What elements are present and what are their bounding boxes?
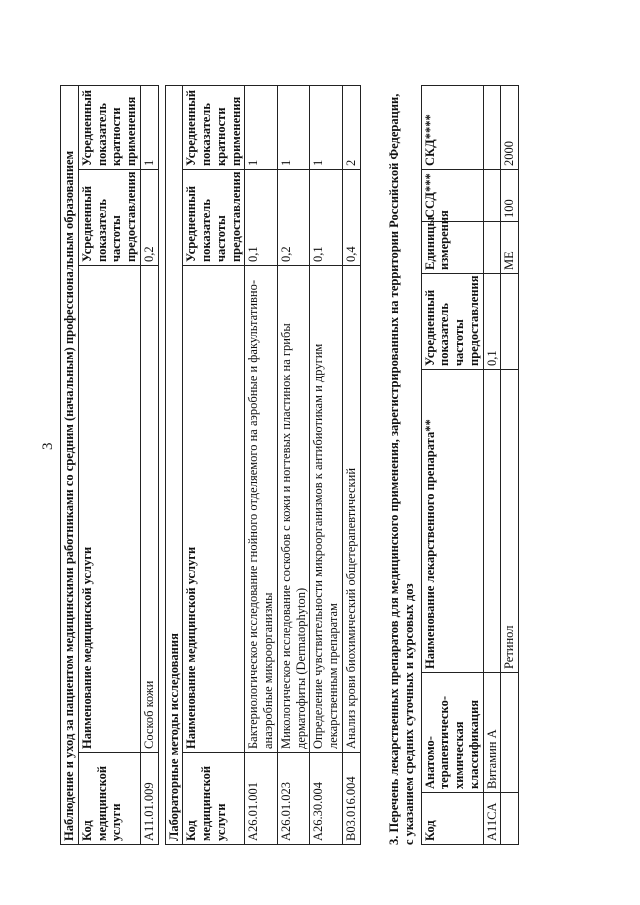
table-header-row xyxy=(421,86,483,845)
cell-drug-name: Ретинол xyxy=(501,370,519,673)
table-row xyxy=(501,86,519,845)
table-header-row xyxy=(78,86,140,845)
cell-multiplicity: 1 xyxy=(310,86,343,170)
cell-frequency xyxy=(501,274,519,370)
header-name: Наименование медицинской услуги xyxy=(183,266,245,753)
cell-multiplicity: 1 xyxy=(277,86,310,170)
table-row xyxy=(140,86,158,845)
table-title: Наблюдение и уход за пациентом медицинскими работниками со средним (начальным) профессиональным образованием xyxy=(61,86,79,845)
header-skd: СКД**** xyxy=(421,86,483,170)
header-name: Наименование медицинской услуги xyxy=(78,266,140,753)
cell-skd xyxy=(483,86,501,170)
header-code: Код xyxy=(421,793,483,845)
header-multiplicity: Усредненный показатель кратности применения xyxy=(78,86,140,170)
table-row xyxy=(277,86,310,845)
header-atc: Анатомо-терапевтическо-химическая классификация xyxy=(421,673,483,793)
cell-multiplicity: 1 xyxy=(140,86,158,170)
cell-frequency: 0,1 xyxy=(310,170,343,266)
header-drug-name: Наименование лекарственного препарата** xyxy=(421,370,483,673)
cell-name: Соскоб кожи xyxy=(140,266,158,753)
section-3-heading: 3. Перечень лекарственных препаратов для медицинского применения, зарегистрированных на территории Российской Федерации, с указанием средних суточных и курсовых доз xyxy=(386,93,416,845)
header-frequency: Усредненный показатель частоты предоставления xyxy=(78,170,140,266)
cell-name: Бактериологическое исследование гнойного отделяемого на аэробные и факультативно-анаэробные микроорганизмы xyxy=(245,266,278,753)
cell-frequency: 0,2 xyxy=(277,170,310,266)
table-row xyxy=(310,86,343,845)
cell-frequency: 0,1 xyxy=(483,274,501,370)
cell-name: Микологическое исследование соскобов с кожи и ногтевых пластинок на грибы дерматофиты (Dermatophyton) xyxy=(277,266,310,753)
cell-code: A11CA xyxy=(483,793,501,845)
cell-frequency: 0,4 xyxy=(342,170,360,266)
services-table-lab xyxy=(165,85,361,845)
header-code: Код медицинской услуги xyxy=(183,753,245,845)
cell-code: B03.016.004 xyxy=(342,753,360,845)
drugs-table xyxy=(421,85,520,845)
cell-code: A26.30.004 xyxy=(310,753,343,845)
cell-atc: Витамин A xyxy=(483,673,501,793)
header-frequency: Усредненный показатель частоты предоставления xyxy=(183,170,245,266)
services-table-nursing xyxy=(60,85,159,845)
cell-skd: 2000 xyxy=(501,86,519,170)
cell-code xyxy=(501,793,519,845)
table-row xyxy=(342,86,360,845)
cell-frequency: 0,2 xyxy=(140,170,158,266)
table-title: Лабораторные методы исследования xyxy=(165,86,183,845)
cell-units xyxy=(483,222,501,274)
cell-atc xyxy=(501,673,519,793)
cell-ssd xyxy=(483,170,501,222)
rotated-page-content xyxy=(60,85,640,845)
cell-code: A11.01.009 xyxy=(140,753,158,845)
cell-name: Анализ крови биохимический общетерапевтический xyxy=(342,266,360,753)
cell-multiplicity: 2 xyxy=(342,86,360,170)
page-number: 3 xyxy=(40,442,56,450)
header-multiplicity: Усредненный показатель кратности применения xyxy=(183,86,245,170)
header-ssd: ССД*** xyxy=(421,170,483,222)
table-row xyxy=(245,86,278,845)
header-units: Единицы измерения xyxy=(421,222,483,274)
header-frequency: Усредненный показатель частоты предоставления xyxy=(421,274,483,370)
cell-multiplicity: 1 xyxy=(245,86,278,170)
table-header-row xyxy=(183,86,245,845)
cell-ssd: 100 xyxy=(501,170,519,222)
cell-drug-name xyxy=(483,370,501,673)
header-code: Код медицинской услуги xyxy=(78,753,140,845)
cell-frequency: 0,1 xyxy=(245,170,278,266)
table-row xyxy=(483,86,501,845)
cell-name: Определение чувствительности микроорганизмов к антибиотикам и другим лекарственным препаратам xyxy=(310,266,343,753)
cell-code: A26.01.001 xyxy=(245,753,278,845)
cell-code: A26.01.023 xyxy=(277,753,310,845)
cell-units: МЕ xyxy=(501,222,519,274)
